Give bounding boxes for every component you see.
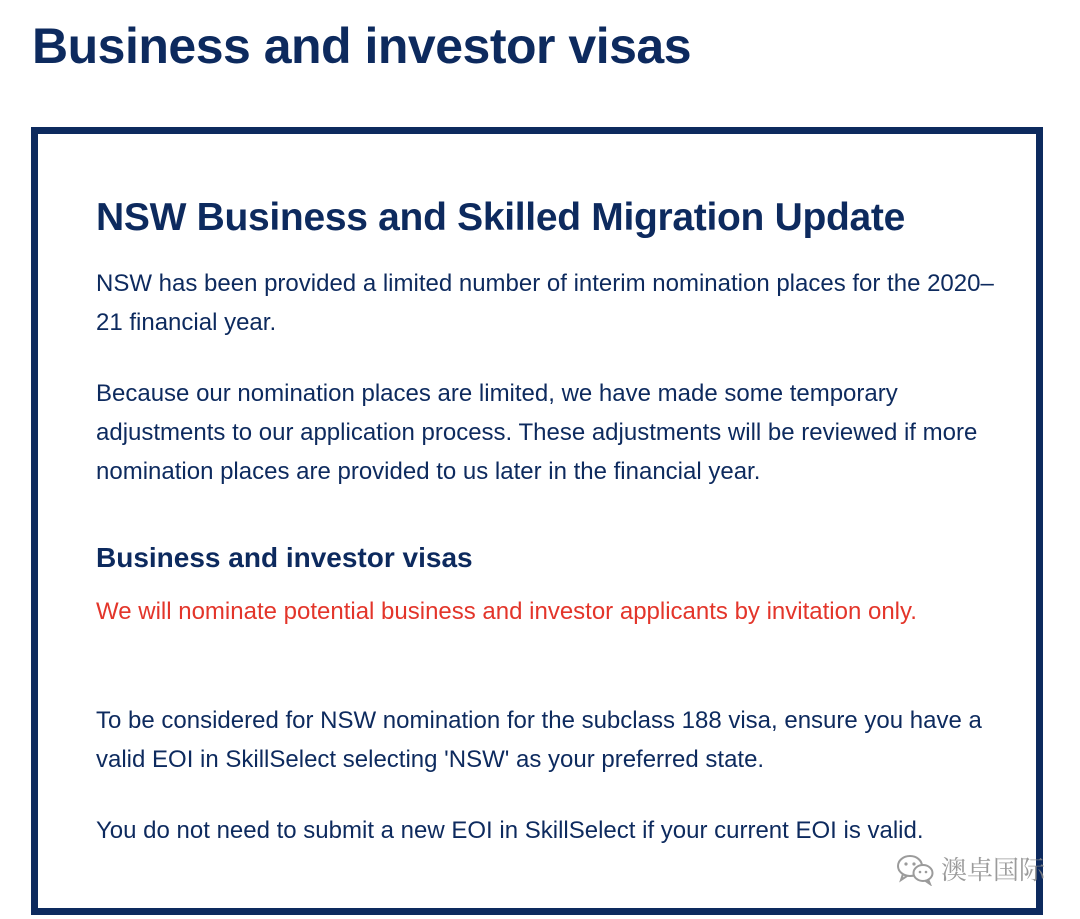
update-title: NSW Business and Skilled Migration Update [96,196,905,239]
interim-places-paragraph: NSW has been provided a limited number of interim nomination places for the 2020–21 financial year. [96,270,994,336]
page-title: Business and investor visas [32,18,692,74]
eoi-paragraph: You do not need to submit a new EOI in SkillSelect if your current EOI is valid. [96,817,924,844]
update-panel [31,127,1046,915]
watermark-text: 澳卓国际 [941,856,1046,886]
wechat-icon [895,852,935,886]
invitation-only-notice: We will nominate potential business and investor applicants by invitation only. [96,598,917,625]
subclass-188-paragraph: To be considered for NSW nomination for the subclass 188 visa, ensure you have a valid EOI in SkillSelect selecting 'NSW' as your preferred state. [96,707,982,773]
adjustments-paragraph: Because our nomination places are limited, we have made some temporary adjustments to our application process. These adjustments will be reviewed if more nomination places are provided to us later in the financial year. [96,380,978,485]
business-investor-heading: Business and investor visas [96,542,473,573]
watermark [895,850,1045,887]
